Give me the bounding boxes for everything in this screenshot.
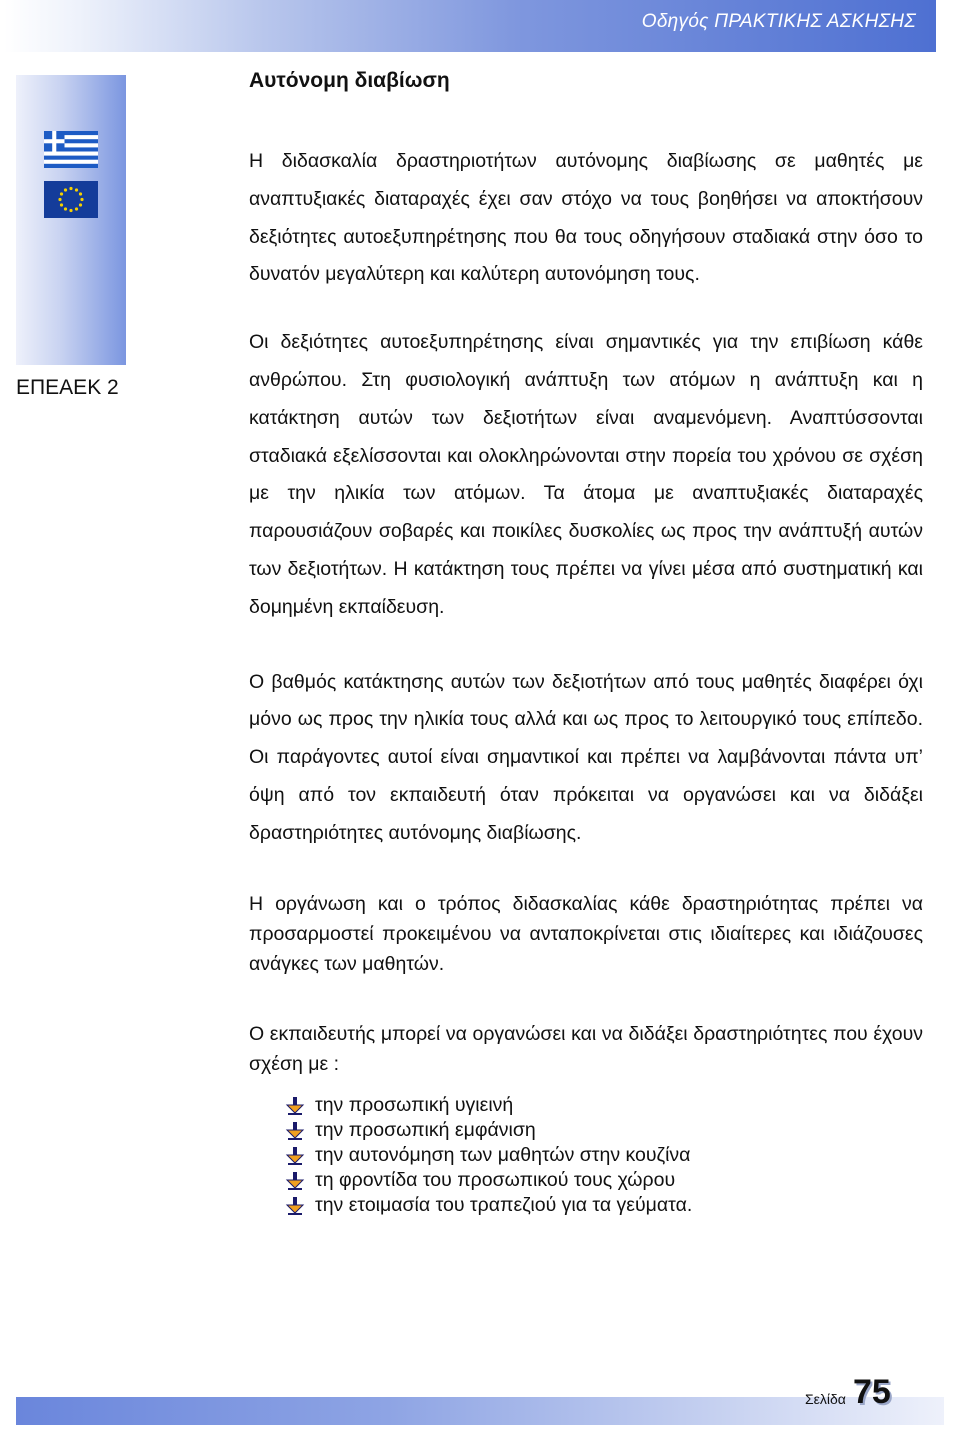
arrow-bullet-icon <box>285 1146 305 1166</box>
program-label: ΕΠΕΑΕΚ 2 <box>16 376 119 399</box>
list-item-label: την προσωπική εμφάνιση <box>315 1118 536 1141</box>
side-strip <box>16 75 126 365</box>
activities-list <box>249 1093 923 1218</box>
arrow-bullet-icon <box>285 1096 305 1116</box>
arrow-bullet-icon <box>285 1196 305 1216</box>
arrow-bullet-icon <box>285 1171 305 1191</box>
list-item-label: τη φροντίδα του προσωπικού τους χώρου <box>315 1168 676 1191</box>
list-item <box>285 1193 923 1218</box>
header-title: Οδηγός ΠΡΑΚΤΙΚΗΣ ΑΣΚΗΣΗΣ <box>641 11 916 32</box>
list-item <box>285 1118 923 1143</box>
list-item <box>285 1143 923 1168</box>
greek-flag-icon <box>44 131 98 168</box>
section-title: Αυτόνομη διαβίωση <box>249 69 450 92</box>
paragraph-intro: Η διδασκαλία δραστηριοτήτων αυτόνομης διαβίωσης σε μαθητές με αναπτυξιακές διαταραχές έχει σαν στόχο να τους βοηθήσει να αποκτήσουν δεξιότητες αυτοεξυπηρέτησης που θα τους οδηγήσουν σταδιακά στην όσο το δυνατόν μεγαλύτερη και καλύτερη αυτονόμηση τους. <box>249 150 923 286</box>
eu-flag-icon <box>44 181 98 218</box>
paragraph-level: Ο βαθμός κατάκτησης αυτών των δεξιοτήτων από τους μαθητές διαφέρει όχι μόνο ως προς την ηλικία τους αλλά και ως προς το λειτουργικό τους επίπεδο. Οι παράγοντες αυτοί είναι σημαντικοί και πρέπει να λαμβάνονται πάντα υπ’ όψη από τον εκπαιδευτή όταν πρόκειται να οργανώσει και να διδάξει δραστηριότητες αυτόνομης διαβίωσης. <box>249 670 923 844</box>
list-item <box>285 1168 923 1193</box>
paragraph-skills: Οι δεξιότητες αυτοεξυπηρέτησης είναι σημαντικές για την επιβίωση κάθε ανθρώπου. Στη φυσιολογική ανάπτυξη των ατόμων η ανάπτυξη και η κατάκτηση αυτών των δεξιοτήτων είναι αναμενόμενη. Αναπτύσσονται σταδιακά εξελίσσονται και ολοκληρώνονται στην πορεία του χρόνου σε σχέση με την ηλικία των ατόμων. Τα άτομα με αναπτυξιακές διαταραχές παρουσιάζουν σοβαρές και ποικίλες δυσκολίες ως προς την ανάπτυξή αυτών των δεξιοτήτων. Η κατάκτηση τους πρέπει να γίνει μέσα από συστηματική και δομημένη εκπαίδευση. <box>249 331 923 618</box>
list-item <box>285 1093 923 1118</box>
paragraph-activities: Ο εκπαιδευτής μπορεί να οργανώσει και να διδάξει δραστηριότητες που έχουν σχέση με : <box>249 1022 923 1075</box>
list-item-label: την προσωπική υγιεινή <box>315 1093 514 1116</box>
header-bar <box>4 0 936 52</box>
list-item-label: την ετοιμασία του τραπεζιού για τα γεύματα. <box>315 1193 693 1216</box>
main-content <box>249 66 923 1218</box>
page-label: Σελίδα <box>805 1391 846 1407</box>
page-number: 75 <box>853 1373 891 1411</box>
arrow-bullet-icon <box>285 1121 305 1141</box>
paragraph-organization: Η οργάνωση και ο τρόπος διδασκαλίας κάθε δραστηριότητας πρέπει να προσαρμοστεί προκειμένου να ανταποκρίνεται στις ιδιαίτερες και ιδιάζουσες ανάγκες των μαθητών. <box>249 892 923 975</box>
list-item-label: την αυτονόμηση των μαθητών στην κουζίνα <box>315 1143 691 1166</box>
